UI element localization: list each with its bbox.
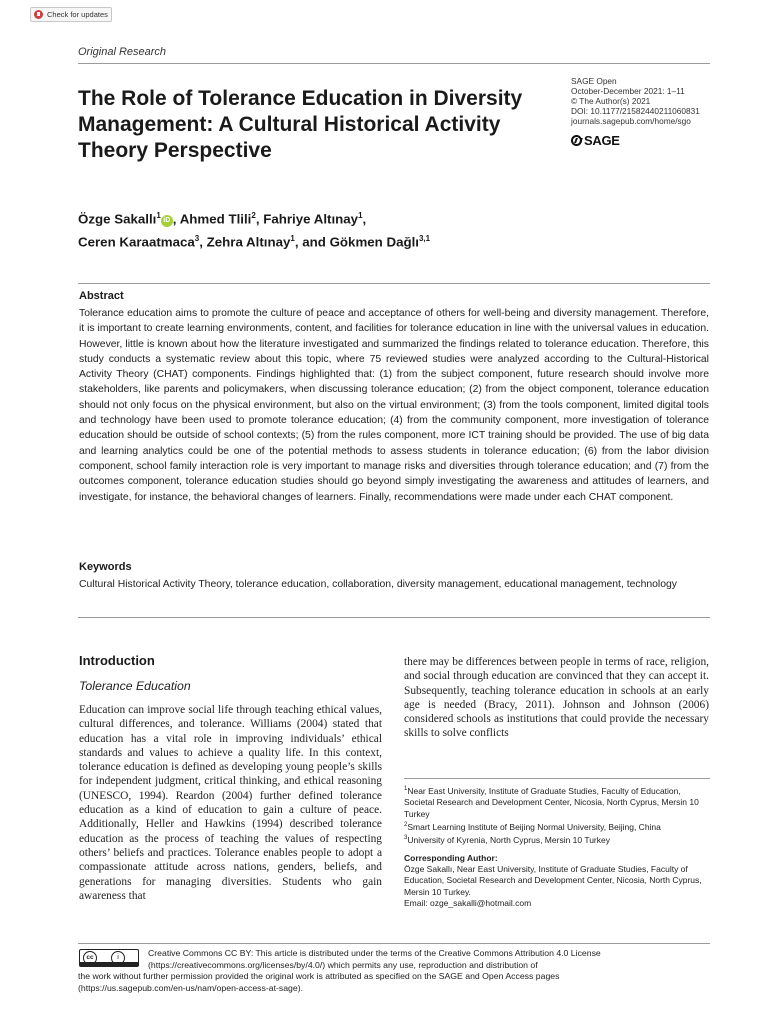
attribution-icon: i — [111, 951, 125, 965]
author-name: Zehra Altınay — [206, 234, 291, 250]
corresponding-author-text: Özge Sakallı, Near East University, Institute of Graduate Studies, Faculty of Education, Societal Research and Development Center, Nicosia, North Cyprus, Mersin 10 Turkey. — [404, 863, 702, 897]
abstract-rule — [78, 283, 710, 284]
affiliation-text: University of Kyrenia, North Cyprus, Mersin 10 Turkey — [407, 835, 610, 846]
affiliations-rule — [404, 778, 710, 779]
journal-info — [571, 76, 700, 126]
abstract-heading: Abstract — [79, 290, 124, 302]
author-affiliation-mark: 1 — [290, 234, 295, 244]
journal-doi[interactable]: DOI: 10.1177/21582440211060831 — [571, 106, 700, 116]
author-affiliation-mark: 2 — [251, 211, 256, 220]
check-for-updates-button[interactable] — [30, 7, 112, 22]
journal-url[interactable]: journals.sagepub.com/home/sgo — [571, 116, 691, 126]
body-text-column-2: there may be differences between people in terms of race, religion, and social through education are convinced that they can accept it. Subsequently, teaching tolerance education in schools at an early age is needed (Bracy, 2011). Johnson and Johnson (2006) considered schools as institutions that could provide the necessary skills to solve conflicts — [404, 656, 709, 740]
affiliation-item — [404, 820, 710, 833]
author-list: Özge Sakallı$^1$iD , Ahmed Tlili$^2$, Fahriye Altınay$^1$, Ceren Karaatmaca$^3$, Zehra Altınay$^1$, and Gökmen Dağlı$^{3,1}$ — [78, 211, 431, 250]
sage-logo-icon — [571, 135, 582, 146]
affiliation-mark: 2 — [404, 822, 408, 829]
author-name: Ceren Karaatmaca — [78, 234, 195, 250]
author-name: Gökmen Dağlı — [329, 234, 419, 250]
journal-name: SAGE Open — [571, 76, 617, 86]
update-icon — [34, 10, 43, 19]
keywords-rule — [78, 617, 710, 618]
affiliation-text: Near East University, Institute of Graduate Studies, Faculty of Education, Societal Research and Development Center, Nicosia, North Cyprus, Mersin 10 Turkey — [404, 785, 699, 819]
license-statement — [78, 948, 710, 994]
sage-logo — [571, 133, 620, 148]
section-label: Original Research — [78, 46, 167, 58]
introduction-heading: Introduction — [79, 653, 155, 668]
author-affiliation-mark: 1 — [156, 211, 161, 220]
keywords-text: Cultural Historical Activity Theory, tolerance education, collaboration, diversity management, educational management, technology — [79, 579, 677, 590]
author-name: Özge Sakallı — [78, 211, 157, 227]
license-link[interactable]: (https://us.sagepub.com/en-us/nam/open-access-at-sage). — [78, 982, 304, 993]
author-affiliation-mark: 1 — [358, 211, 363, 220]
keywords-heading: Keywords — [79, 561, 132, 573]
cc-icon: cc — [83, 951, 97, 965]
license-link[interactable]: (https://creativecommons.org/licenses/by/4.0/) which permits any use, reproduction and distribution of — [148, 959, 538, 970]
affiliation-item — [404, 784, 710, 820]
author-name: Fahriye Altınay — [263, 211, 359, 227]
affiliation-item — [404, 833, 710, 846]
affiliation-mark: 3 — [404, 835, 408, 842]
license-line: the work without further permission provided the original work is attributed as specified on the SAGE and Open Access pages — [78, 971, 560, 981]
check-for-updates-label: Check for updates — [47, 10, 108, 19]
affiliation-text: Smart Learning Institute of Beijing Normal University, Beijing, China — [407, 821, 661, 832]
header-rule — [78, 63, 710, 64]
paper-title: The Role of Tolerance Education in Diversity Management: A Cultural Historical Activity Theory Perspective — [78, 87, 523, 162]
license-rule — [78, 943, 710, 944]
introduction-subheading: Tolerance Education — [79, 679, 191, 693]
author-affiliation-mark: 3,1 — [418, 234, 431, 244]
publisher-name: SAGE — [584, 133, 620, 148]
author-name: Ahmed Tlili — [179, 211, 252, 227]
abstract-text: Tolerance education aims to promote the culture of peace and acceptance of others for well-being and diversity management. Therefore, it is important to create learning environments, content, and facilities for tolerance education in line with the universal values in education. However, little is known about how the literature investigated and summarized the findings related to tolerance education. Therefore, this study conducts a systematic review about this topic, where 75 reviewed studies were analyzed according to the Cultural-Historical Activity Theory (CHAT) components. Findings highlighted that: (1) from the subject component, future research should involve more stakeholders, like parents and policymakers, when discussing tolerance education; (2) from the object component, tolerance education should not only focus on the physical environment, but also on the virtual environment; (3) from the tools component, limited digital tools and technology have been used to promote tolerance education; (4) from the community component, more investigation of tolerance education should be outside of school contexts; (5) from the rules component, more ICT training should be provided. The use of big data and learning analytics could be one of the potential methods to assess students in tolerance education; (6) from the labor division component, school family interaction role is very important to manage risks and diversities through tolerance education; and (7) from the outcomes component, tolerance education studies should go beyond simply investigating the awareness and attitudes of learners, and investigate, for instance, the behavioral changes of learners. Finally, recommendations were made under each CHAT component. — [79, 308, 709, 503]
author-affiliation-mark: 3 — [194, 234, 200, 244]
corresponding-author-email[interactable]: Email: ozge_sakalli@hotmail.com — [404, 898, 532, 909]
body-text-column-1: Education can improve social life through teaching ethical values, cultural differences, and tolerance. Williams (2004) stated that education has a vital role in improving individuals’ ethical standards and values to achieve a quality life. In this context, tolerance education is defined as developing young people’s skills for independent judgment, critical thinking, and ethical reasoning (UNESCO, 1994). Reardon (2004) further defined tolerance education as a kind of education to gain a culture of peace. Additionally, Heller and Hawkins (1994) described tolerance education as the process of teaching the values of respecting others’ beliefs and practices. Tolerance enables people to adopt a compassionate attitude across nations, genders, beliefs, and generations for managing diversities. Students who gain awareness that — [79, 704, 382, 902]
journal-copyright: © The Author(s) 2021 — [571, 96, 651, 106]
orcid-icon[interactable]: iD — [161, 215, 173, 227]
license-line: Creative Commons CC BY: This article is distributed under the terms of the Creative Commons Attribution 4.0 License — [148, 948, 601, 958]
corresponding-author-heading: Corresponding Author: — [404, 852, 498, 863]
affiliation-mark: 1 — [404, 786, 408, 792]
journal-issue: October-December 2021: 1–11 — [571, 86, 685, 96]
affiliations — [404, 784, 710, 910]
